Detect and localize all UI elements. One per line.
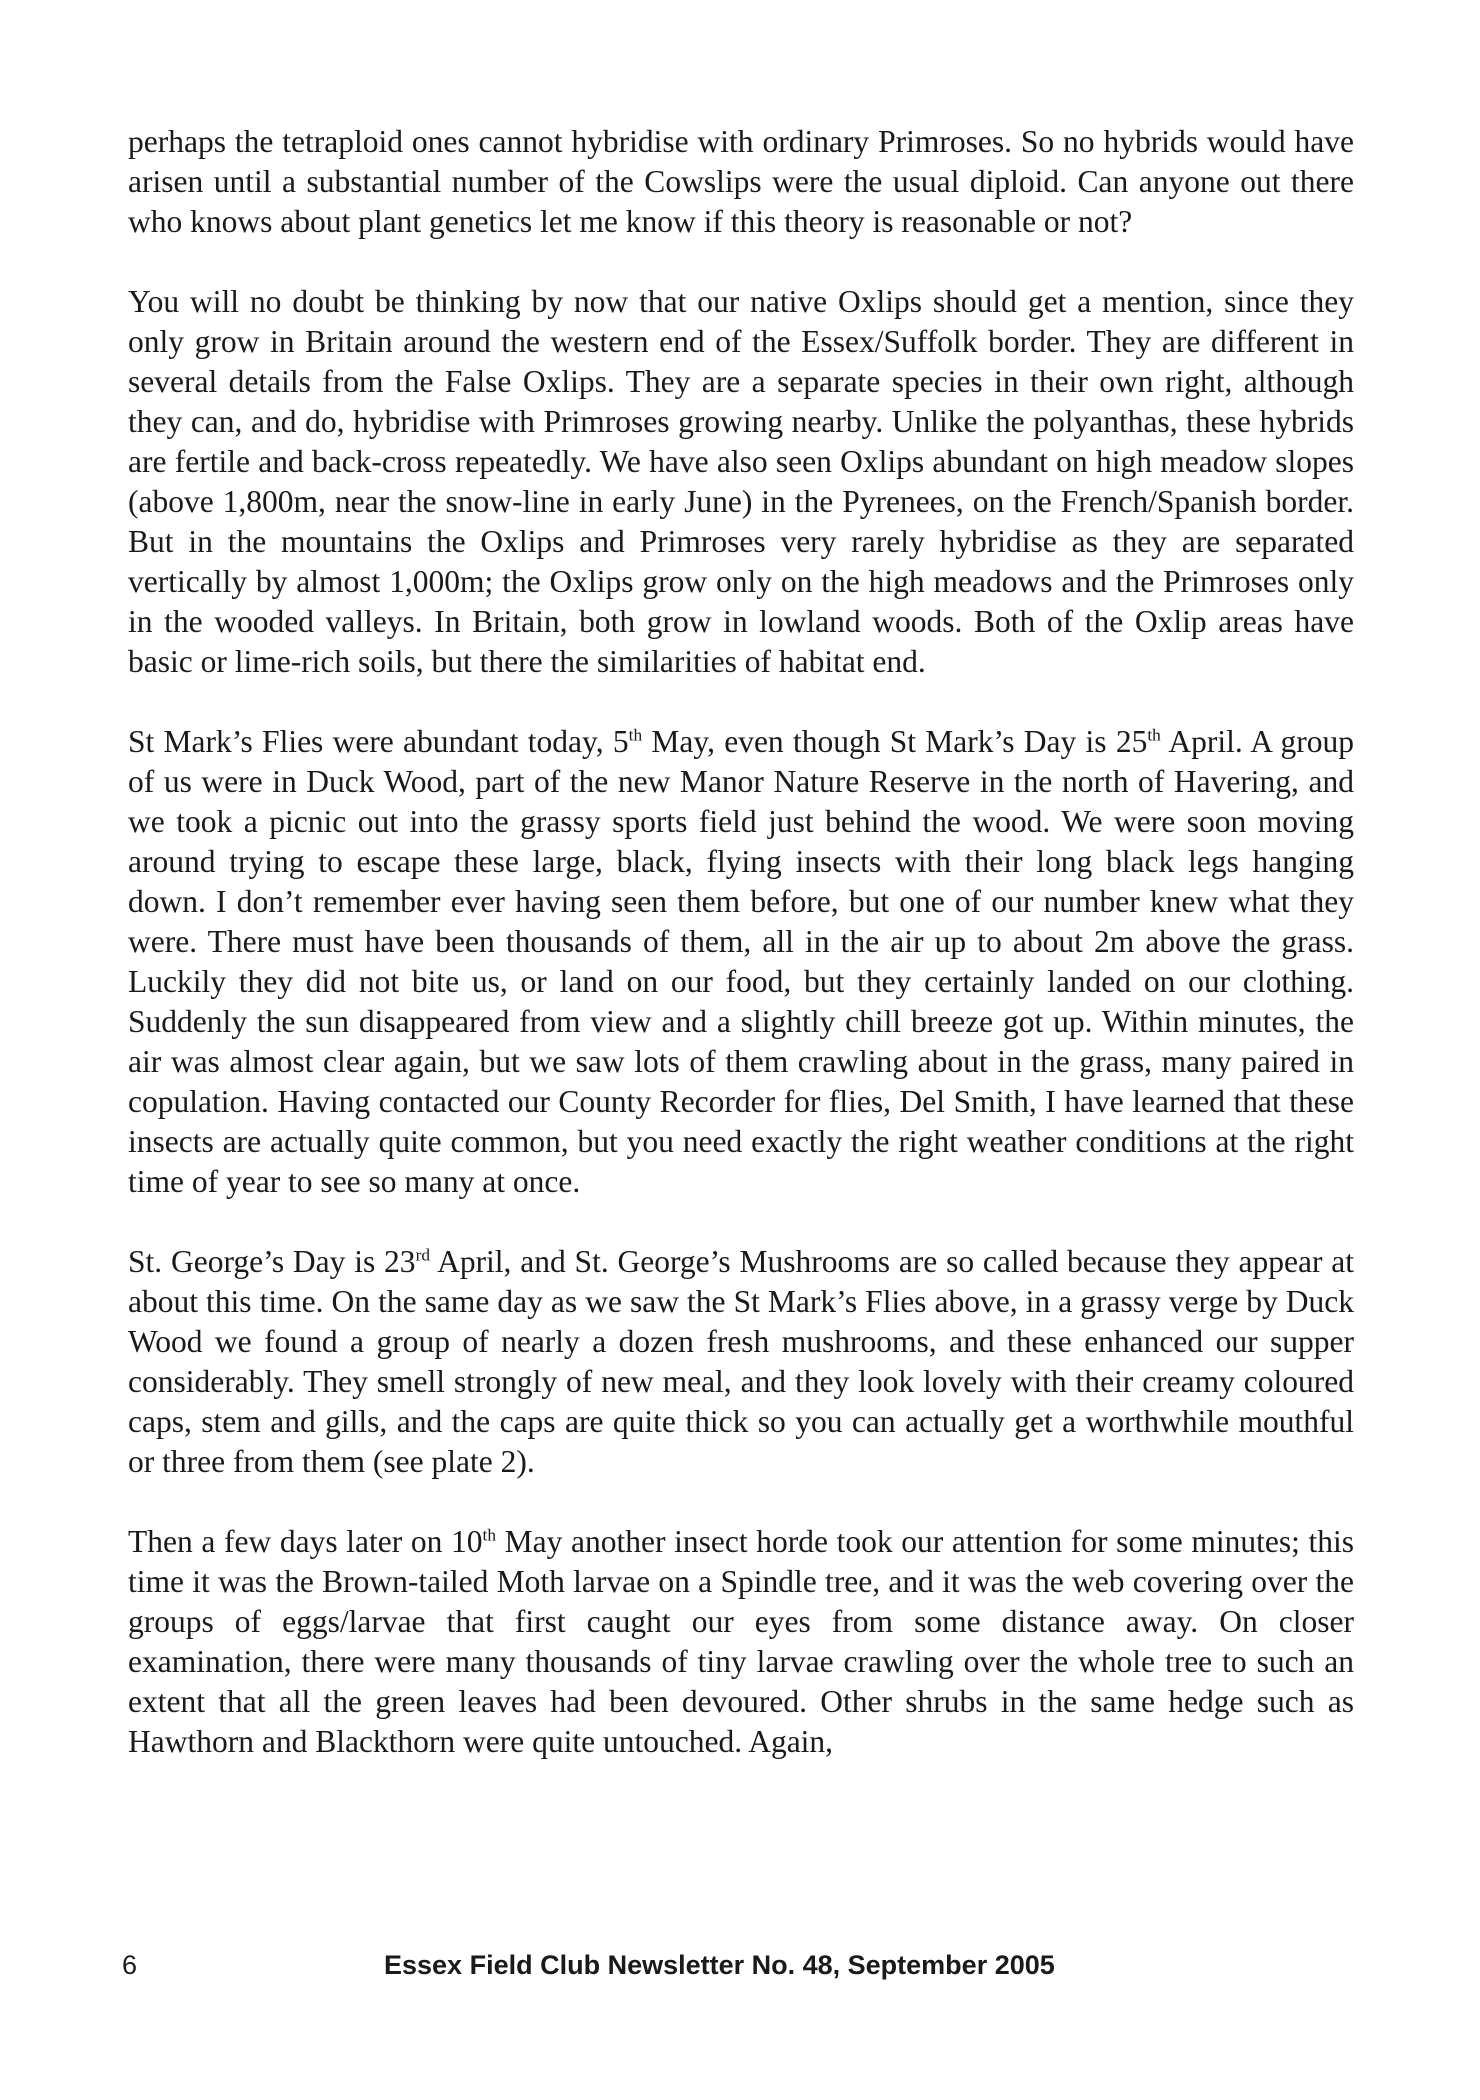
page-number: 6	[122, 1950, 138, 1980]
ordinal-suffix: th	[1147, 725, 1161, 745]
article-body	[128, 122, 1354, 1802]
text-segment: April, and St. George’s Mushrooms are so called because they appear at about this time. On the same day as we saw the St Mark’s Flies above, in a grassy verge by Duck Wood we found a group of nearly a dozen fresh mushrooms, and these enhanced our supper considerably. They smell strongly of new meal, and they look lovely with their creamy coloured caps, stem and gills, and the caps are quite thick so you can actually get a worthwhile mouthful or three from them (see plate 2).	[128, 1244, 1354, 1479]
paragraph-tetraploid-theory: perhaps the tetraploid ones cannot hybridise with ordinary Primroses. So no hybrids would have arisen until a substantial number of the Cowslips were the usual diploid. Can anyone out there who knows about plant genetics let me know if this theory is reasonable or not?	[128, 124, 1354, 239]
ordinal-suffix: rd	[415, 1245, 430, 1265]
text-segment: Then a few days later on 10	[128, 1524, 483, 1559]
ordinal-suffix: th	[482, 1525, 496, 1545]
text-segment: April. A group of us were in Duck Wood, part of the new Manor Nature Reserve in the north of Havering, and we took a picnic out into the grassy sports field just behind the wood. We were soon moving around trying to escape these large, black, flying insects with their long black legs hanging down. I don’t remember ever having seen them before, but one of our number knew what they were. There must have been thousands of them, all in the air up to about 2m above the grass. Luckily they did not bite us, or land on our food, but they certainly landed on our clothing. Suddenly the sun disappeared from view and a slightly chill breeze got up. Within minutes, the air was almost clear again, but we saw lots of them crawling about in the grass, many paired in copulation. Having contacted our County Recorder for flies, Del Smith, I have learned that these insects are actually quite common, but you need exactly the right weather conditions at the right time of year to see so many at once.	[128, 724, 1355, 1199]
paragraph-st-marks-flies	[128, 722, 1354, 1202]
paragraph-native-oxlips: You will no doubt be thinking by now that our native Oxlips should get a mention, since they only grow in Britain around the western end of the Essex/Suffolk border. They are different in several details from the False Oxlips. They are a separate species in their own right, although they can, and do, hybridise with Primroses growing nearby. Unlike the polyanthas, these hybrids are fertile and back-cross repeatedly. We have also seen Oxlips abundant on high meadow slopes (above 1,800m, near the snow-line in early June) in the Pyrenees, on the French/Spanish border. But in the mountains the Oxlips and Primroses very rarely hybridise as they are separated vertically by almost 1,000m; the Oxlips grow only on the high meadows and the Primroses only in the wooded valleys. In Britain, both grow in lowland woods. Both of the Oxlip areas have basic or lime-rich soils, but there the similarities of habitat end.	[128, 284, 1354, 679]
text-segment: May another insect horde took our attention for some minutes; this time it was the Brown-tailed Moth larvae on a Spindle tree, and it was the web covering over the groups of eggs/larvae that first caught our eyes from some distance away. On closer examination, there were many thousands of tiny larvae crawling over the whole tree to such an extent that all the green leaves had been devoured. Other shrubs in the same hedge such as Hawthorn and Blackthorn were quite untouched. Again,	[128, 1524, 1354, 1759]
text-segment: St. George’s Day is 23	[128, 1244, 416, 1279]
page-footer	[122, 1950, 1362, 1990]
publication-title: Essex Field Club Newsletter No. 48, September 2005	[384, 1950, 1055, 1980]
ordinal-suffix: th	[628, 725, 643, 745]
paragraph-brown-tailed-moth	[128, 1522, 1354, 1762]
paragraph-st-georges-mushrooms	[128, 1242, 1354, 1482]
text-segment: May, even though St Mark’s Day is 25	[642, 724, 1148, 759]
text-segment: St Mark’s Flies were abundant today, 5	[128, 724, 629, 759]
